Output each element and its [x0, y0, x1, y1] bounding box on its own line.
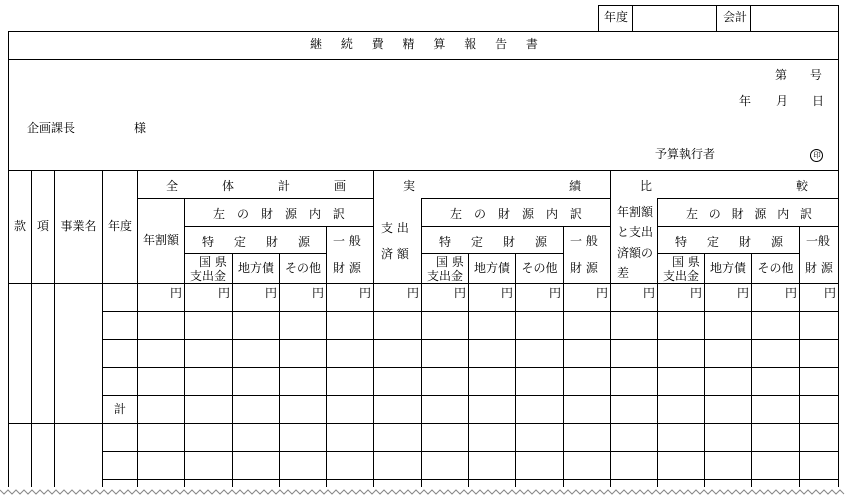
col-kan: 款	[13, 219, 26, 234]
title-char: 告	[495, 37, 508, 52]
col-sonota-3: その他	[757, 260, 794, 275]
unit-yen: 円	[218, 286, 231, 300]
tokutei-char: 財	[502, 235, 515, 249]
unit-yen: 円	[824, 286, 837, 300]
col-chihosai-3: 地方債	[709, 260, 746, 275]
col-nendo: 年度	[107, 219, 132, 234]
col-tokutei-1	[202, 233, 310, 250]
title-char: 算	[433, 37, 446, 52]
date-year: 年	[739, 94, 752, 108]
date-day: 日	[812, 94, 825, 108]
unit-yen: 円	[690, 286, 703, 300]
col-sa-2: と支出	[617, 225, 654, 239]
col-sa-4: 差	[617, 266, 630, 280]
col-chihosai-1: 地方債	[237, 260, 274, 275]
zentai-char: 体	[221, 179, 234, 193]
zaigen-char: 財	[497, 207, 510, 221]
col-tokutei-2	[439, 233, 547, 250]
title-char: 精	[402, 37, 415, 52]
col-tokutei-3	[675, 233, 783, 250]
col-ippan-1-bottom: 財 源	[333, 261, 361, 275]
col-ippan-1-top: 一 般	[333, 234, 361, 248]
zaigen-char: 財	[260, 207, 273, 221]
tokutei-char: 財	[265, 235, 278, 249]
year-label: 年度	[604, 10, 629, 24]
tokutei-char: 定	[233, 235, 246, 249]
torn-edge	[0, 486, 846, 499]
document-title	[310, 38, 538, 52]
col-kokuken-1-bottom: 支出金	[190, 269, 227, 283]
zaigen-char: 源	[754, 207, 767, 221]
zaigen-char: 左	[450, 207, 463, 221]
tokutei-char: 特	[202, 235, 215, 249]
col-zentai-keikaku	[166, 177, 346, 194]
jisseki-char: 績	[568, 179, 581, 193]
col-nenwari: 年割額	[142, 232, 179, 247]
addressee: 企画課長	[27, 121, 76, 135]
tokutei-char: 源	[297, 235, 310, 249]
col-zaigen-1	[213, 205, 345, 222]
tokutei-char: 特	[439, 235, 452, 249]
unit-yen: 円	[785, 286, 798, 300]
title-char: 報	[464, 37, 477, 52]
unit-yen: 円	[643, 286, 656, 300]
document-number: 第 号	[775, 68, 822, 82]
unit-yen: 円	[265, 286, 278, 300]
tokutei-char: 定	[470, 235, 483, 249]
unit-yen: 円	[170, 286, 183, 300]
jisseki-char: 実	[403, 179, 416, 193]
col-chihosai-2: 地方債	[473, 260, 510, 275]
col-zaigen-3	[686, 205, 812, 222]
col-sonota-1: その他	[284, 260, 321, 275]
unit-yen: 円	[359, 286, 372, 300]
col-jigyo: 事業名	[60, 219, 97, 234]
col-kokuken-2-bottom: 支出金	[427, 269, 464, 283]
col-jisseki	[403, 177, 581, 194]
zaigen-char: 左	[213, 207, 226, 221]
tokutei-char: 財	[738, 235, 751, 249]
zaigen-char: 訳	[332, 207, 345, 221]
col-sa-1: 年割額	[617, 205, 654, 219]
unit-yen: 円	[501, 286, 514, 300]
date-month: 月	[776, 94, 789, 108]
unit-yen: 円	[454, 286, 467, 300]
unit-yen: 円	[737, 286, 750, 300]
col-kokuken-3-bottom: 支出金	[663, 269, 700, 283]
title-char: 書	[525, 37, 538, 52]
budget-executor: 予算執行者	[655, 147, 716, 161]
zaigen-char: 訳	[799, 207, 812, 221]
title-char: 費	[371, 37, 384, 52]
col-sa-3: 済額の	[617, 246, 654, 260]
col-shishutsu-bottom: 済 額	[381, 247, 409, 261]
col-sonota-2: その他	[521, 260, 558, 275]
unit-yen: 円	[596, 286, 609, 300]
col-kou: 項	[36, 219, 49, 234]
tokutei-char: 定	[706, 235, 719, 249]
zaigen-char: 財	[731, 207, 744, 221]
col-ippan-2-top: 一 般	[570, 234, 598, 248]
zaigen-char: 左	[686, 207, 699, 221]
zaigen-char: 訳	[569, 207, 582, 221]
honorific: 様	[134, 121, 147, 135]
tokutei-char: 源	[770, 235, 783, 249]
tokutei-char: 源	[534, 235, 547, 249]
zaigen-char: の	[473, 207, 486, 221]
col-kokuken-2-top: 国 県	[436, 255, 464, 269]
col-ippan-2-bottom: 財 源	[570, 261, 598, 275]
col-zaigen-2	[450, 205, 582, 222]
seal-mark	[810, 149, 823, 162]
unit-yen: 円	[407, 286, 420, 300]
zentai-char: 全	[166, 179, 179, 193]
col-ippan-3-top: 一般	[806, 234, 831, 248]
unit-yen: 円	[549, 286, 562, 300]
col-kokuken-1-top: 国 県	[199, 255, 227, 269]
hikaku-char: 較	[795, 179, 808, 193]
col-shishutsu-top: 支 出	[381, 221, 409, 235]
col-kokuken-3-top: 国 県	[672, 255, 700, 269]
zentai-char: 画	[333, 179, 346, 193]
hikaku-char: 比	[640, 179, 653, 193]
zaigen-char: の	[236, 207, 249, 221]
total-label: 計	[113, 401, 126, 416]
zaigen-char: 源	[284, 207, 297, 221]
zaigen-char: 源	[521, 207, 534, 221]
seal-text: 印	[812, 151, 821, 160]
tokutei-char: 特	[675, 235, 688, 249]
title-char: 続	[340, 37, 353, 52]
zaigen-char: 内	[545, 207, 558, 221]
zentai-char: 計	[277, 179, 290, 193]
zaigen-char: 内	[308, 207, 321, 221]
col-ippan-3-bottom: 財 源	[805, 261, 833, 275]
unit-yen: 円	[312, 286, 325, 300]
title-char: 継	[310, 37, 323, 52]
zaigen-char: の	[708, 207, 721, 221]
account-label: 会計	[723, 10, 748, 24]
col-hikaku	[640, 177, 808, 194]
zaigen-char: 内	[777, 207, 790, 221]
